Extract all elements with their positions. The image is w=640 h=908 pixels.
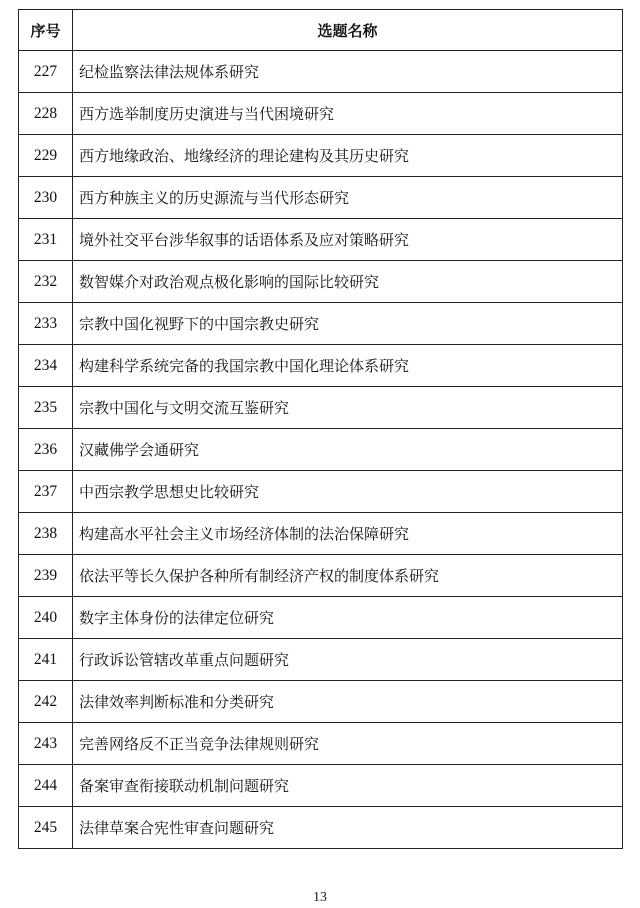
- serial-number-cell: 238: [19, 513, 73, 555]
- table-row: [19, 639, 623, 681]
- serial-number-cell: 239: [19, 555, 73, 597]
- table-row: [19, 345, 623, 387]
- table-row: [19, 597, 623, 639]
- table-row: [19, 261, 623, 303]
- topic-title-cell: 法律草案合宪性审查问题研究: [73, 807, 623, 849]
- topic-title-cell: 西方选举制度历史演进与当代困境研究: [73, 93, 623, 135]
- table-row: [19, 723, 623, 765]
- topic-title-cell: 数字主体身份的法律定位研究: [73, 597, 623, 639]
- header-topic-title: 选题名称: [73, 10, 623, 51]
- serial-number-cell: 236: [19, 429, 73, 471]
- table-row: [19, 471, 623, 513]
- serial-number-cell: 245: [19, 807, 73, 849]
- topic-title-cell: 法律效率判断标准和分类研究: [73, 681, 623, 723]
- table-row: [19, 513, 623, 555]
- topic-title-cell: 西方种族主义的历史源流与当代形态研究: [73, 177, 623, 219]
- serial-number-cell: 240: [19, 597, 73, 639]
- serial-number-cell: 228: [19, 93, 73, 135]
- table-row: [19, 219, 623, 261]
- page-number: 13: [313, 890, 327, 905]
- table-body: [19, 51, 623, 849]
- topic-title-cell: 西方地缘政治、地缘经济的理论建构及其历史研究: [73, 135, 623, 177]
- topic-title-cell: 中西宗教学思想史比较研究: [73, 471, 623, 513]
- topics-table: [18, 9, 623, 849]
- topic-title-cell: 构建科学系统完备的我国宗教中国化理论体系研究: [73, 345, 623, 387]
- serial-number-cell: 233: [19, 303, 73, 345]
- serial-number-cell: 230: [19, 177, 73, 219]
- topic-title-cell: 纪检监察法律法规体系研究: [73, 51, 623, 93]
- topic-title-cell: 数智媒介对政治观点极化影响的国际比较研究: [73, 261, 623, 303]
- table-row: [19, 135, 623, 177]
- serial-number-cell: 232: [19, 261, 73, 303]
- table-row: [19, 807, 623, 849]
- table-row: [19, 765, 623, 807]
- topic-title-cell: 完善网络反不正当竞争法律规则研究: [73, 723, 623, 765]
- table-row: [19, 387, 623, 429]
- table-header: [19, 10, 623, 51]
- topic-title-cell: 汉藏佛学会通研究: [73, 429, 623, 471]
- serial-number-cell: 243: [19, 723, 73, 765]
- table-header-row: [19, 10, 623, 51]
- table-row: [19, 681, 623, 723]
- serial-number-cell: 242: [19, 681, 73, 723]
- serial-number-cell: 235: [19, 387, 73, 429]
- table-row: [19, 93, 623, 135]
- table-row: [19, 555, 623, 597]
- serial-number-cell: 227: [19, 51, 73, 93]
- header-serial-number: 序号: [19, 10, 73, 51]
- serial-number-cell: 241: [19, 639, 73, 681]
- serial-number-cell: 229: [19, 135, 73, 177]
- topic-title-cell: 宗教中国化与文明交流互鉴研究: [73, 387, 623, 429]
- topic-title-cell: 构建高水平社会主义市场经济体制的法治保障研究: [73, 513, 623, 555]
- serial-number-cell: 244: [19, 765, 73, 807]
- serial-number-cell: 234: [19, 345, 73, 387]
- topic-title-cell: 宗教中国化视野下的中国宗教史研究: [73, 303, 623, 345]
- topic-title-cell: 行政诉讼管辖改革重点问题研究: [73, 639, 623, 681]
- serial-number-cell: 237: [19, 471, 73, 513]
- table-row: [19, 303, 623, 345]
- table-row: [19, 51, 623, 93]
- topic-title-cell: 境外社交平台涉华叙事的话语体系及应对策略研究: [73, 219, 623, 261]
- topic-title-cell: 依法平等长久保护各种所有制经济产权的制度体系研究: [73, 555, 623, 597]
- table-row: [19, 429, 623, 471]
- table-row: [19, 177, 623, 219]
- topic-title-cell: 备案审查衔接联动机制问题研究: [73, 765, 623, 807]
- serial-number-cell: 231: [19, 219, 73, 261]
